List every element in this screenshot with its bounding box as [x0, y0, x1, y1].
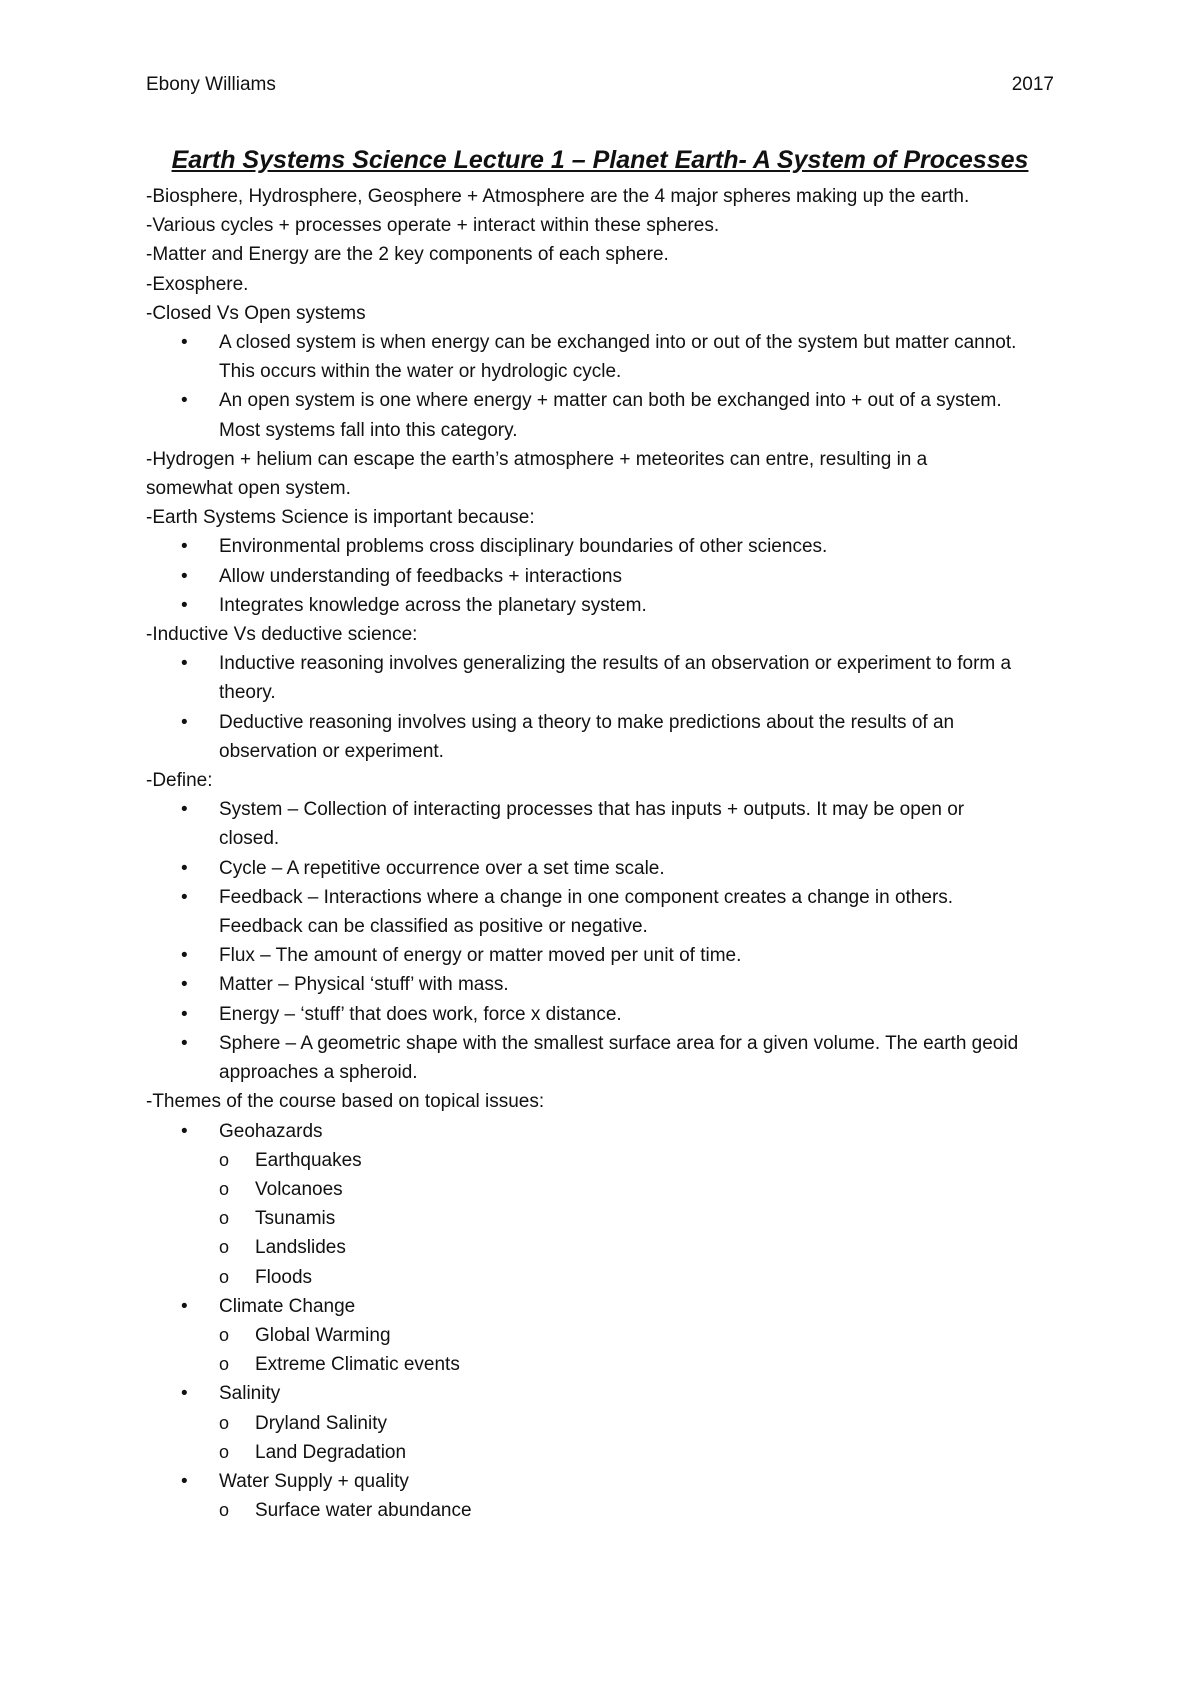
- list-item: • Salinity: [146, 1379, 1066, 1408]
- list-item: • Sphere – A geometric shape with the smallest surface area for a given volume. The earth geoid approaches a spheroid.: [146, 1029, 1029, 1087]
- list-item: • Deductive reasoning involves using a theory to make predictions about the results of an observation or experiment.: [146, 708, 1019, 766]
- sub-list-item: o Land Degradation: [146, 1438, 1066, 1467]
- sub-list-item: o Global Warming: [146, 1321, 1066, 1350]
- list-item: • Geohazards: [146, 1117, 1066, 1146]
- list-item: • Allow understanding of feedbacks + interactions: [146, 562, 1066, 591]
- list-item: • Inductive reasoning involves generalizing the results of an observation or experiment to form a theory.: [146, 649, 1054, 707]
- list-item: • A closed system is when energy can be exchanged into or out of the system but matter cannot. This occurs within the water or hydrologic cycle.: [146, 328, 1045, 386]
- header-year: 2017: [1011, 74, 1054, 95]
- sub-list-item: o Earthquakes: [146, 1146, 1066, 1175]
- list-item: • Environmental problems cross disciplinary boundaries of other sciences.: [146, 532, 1066, 561]
- text-line: -Various cycles + processes operate + interact within these spheres.: [146, 215, 720, 237]
- text-line: -Hydrogen + helium can escape the earth’s atmosphere + meteorites can entre, resulting in a somewhat open system.: [146, 448, 928, 500]
- text-line: -Closed Vs Open systems: [146, 302, 366, 324]
- list-item: • An open system is one where energy + matter can both be exchanged into + out of a system. Most systems fall into this category.: [146, 386, 1045, 444]
- list-item: • Water Supply + quality: [146, 1467, 1066, 1496]
- text-line: -Matter and Energy are the 2 key components of each sphere.: [146, 244, 669, 266]
- text-line: -Inductive Vs deductive science:: [146, 624, 418, 646]
- list-item: • Cycle – A repetitive occurrence over a set time scale.: [146, 854, 1019, 883]
- sub-list-item: o Surface water abundance: [146, 1496, 1066, 1525]
- list-item: • Matter – Physical ‘stuff’ with mass.: [146, 970, 1019, 999]
- text-line: -Biosphere, Hydrosphere, Geosphere + Atmosphere are the 4 major spheres making up the earth.: [146, 186, 970, 207]
- list-item: • Integrates knowledge across the planetary system.: [146, 591, 1066, 620]
- sub-list-item: o Volcanoes: [146, 1175, 1066, 1204]
- sub-list-item: o Landslides: [146, 1233, 1066, 1262]
- document-title: Earth Systems Science Lecture 1 – Planet Earth- A System of Processes: [171, 146, 1029, 174]
- sub-list-item: o Dryland Salinity: [146, 1409, 1066, 1438]
- text-line: -Define:: [146, 770, 213, 792]
- list-item: • Climate Change: [146, 1292, 1066, 1321]
- page-header: [146, 74, 1054, 104]
- sub-list-item: o Tsunamis: [146, 1204, 1066, 1233]
- text-line: -Themes of the course based on topical issues:: [146, 1091, 545, 1113]
- sub-list-item: o Floods: [146, 1263, 1066, 1292]
- list-item: • Energy – ‘stuff’ that does work, force x distance.: [146, 1000, 1019, 1029]
- list-item: • System – Collection of interacting processes that has inputs + outputs. It may be open or closed.: [146, 795, 1019, 853]
- sub-list-item: o Extreme Climatic events: [146, 1350, 1066, 1379]
- text-line: -Earth Systems Science is important because:: [146, 507, 535, 529]
- text-line: -Exosphere.: [146, 273, 249, 295]
- document-body: [146, 182, 1066, 1525]
- list-item: • Feedback – Interactions where a change in one component creates a change in others. Feedback can be classified as positive or negative.: [146, 883, 1009, 941]
- list-item: • Flux – The amount of energy or matter moved per unit of time.: [146, 941, 1019, 970]
- author-name: Ebony Williams: [146, 74, 276, 95]
